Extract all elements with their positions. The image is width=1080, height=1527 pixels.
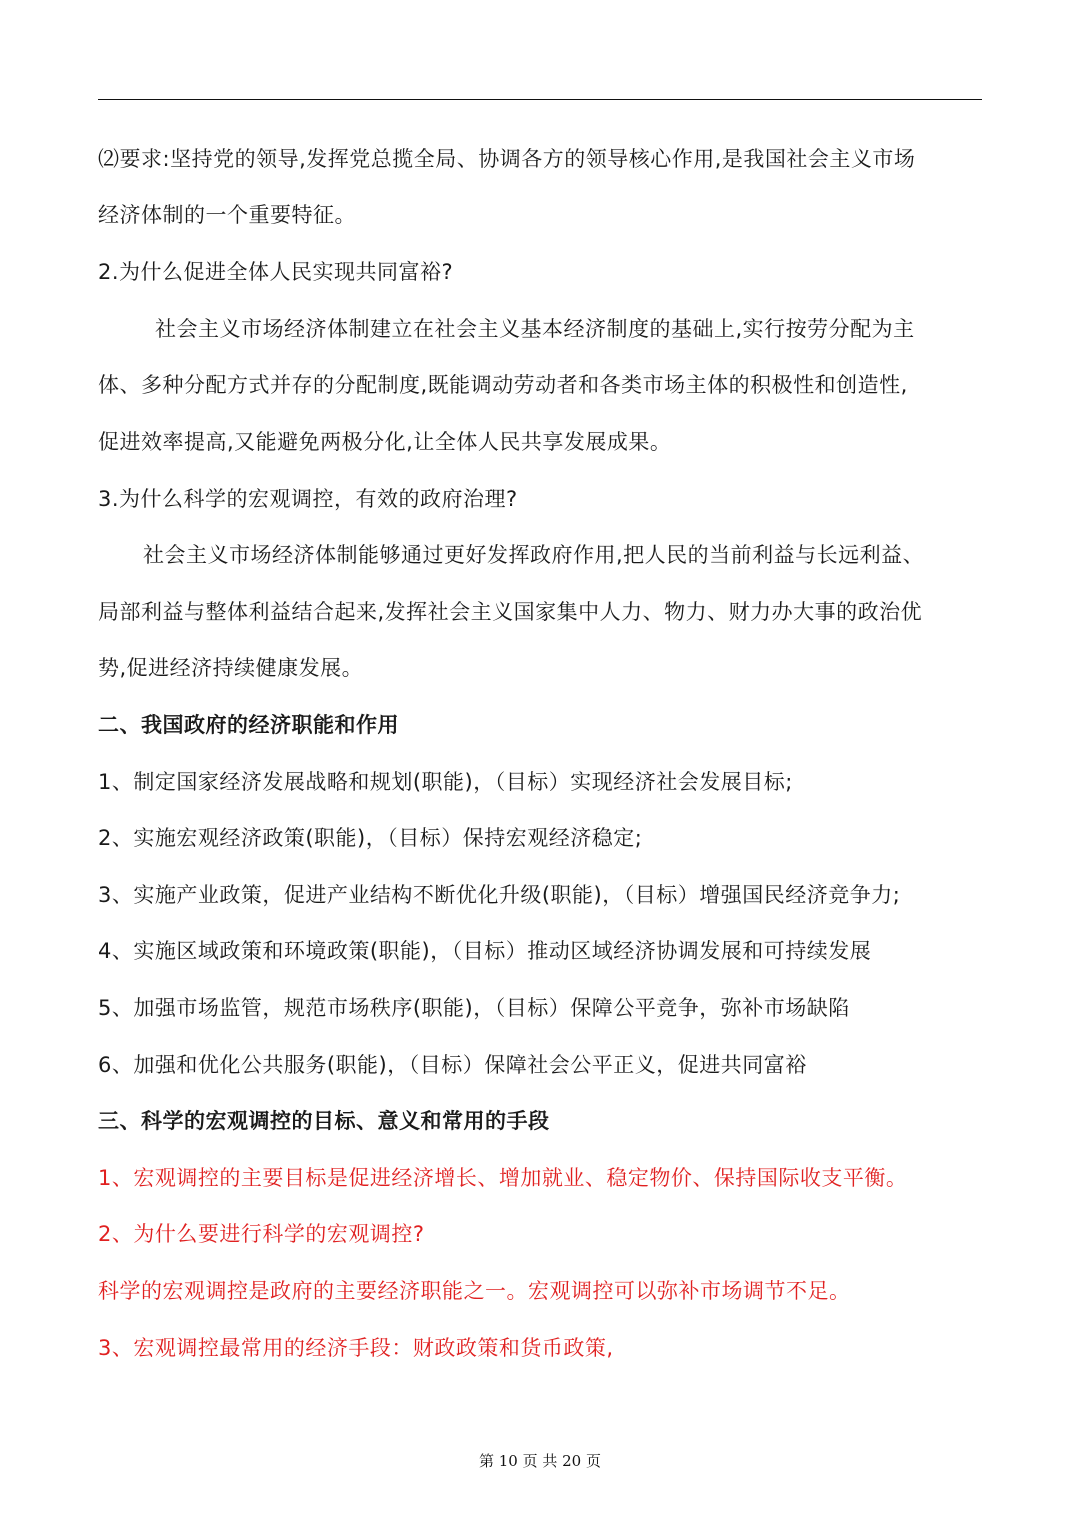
list-item: 6、加强和优化公共服务(职能)，（目标）保障社会公平正义，促进共同富裕 (98, 1053, 807, 1077)
highlight-line: 科学的宏观调控是政府的主要经济职能之一。宏观调控可以弥补市场调节不足。 (98, 1279, 851, 1303)
text-line: 势,促进经济持续健康发展。 (98, 656, 364, 680)
section-heading: 二、我国政府的经济职能和作用 (98, 713, 399, 737)
header-rule (98, 99, 982, 100)
list-item: 3、实施产业政策，促进产业结构不断优化升级(职能)，（目标）增强国民经济竞争力; (98, 883, 901, 907)
text-line: 局部利益与整体利益结合起来,发挥社会主义国家集中人力、物力、财力办大事的政治优 (98, 600, 923, 624)
text-line: 经济体制的一个重要特征。 (98, 203, 356, 227)
text-line: 体、多种分配方式并存的分配制度,既能调动劳动者和各类市场主体的积极性和创造性, (98, 373, 908, 397)
highlight-line: 3、宏观调控最常用的经济手段：财政政策和货币政策, (98, 1336, 614, 1360)
text-line: ⑵要求:坚持党的领导,发挥党总揽全局、协调各方的领导核心作用,是我国社会主义市场 (98, 147, 916, 171)
highlight-line: 2、为什么要进行科学的宏观调控? (98, 1222, 425, 1246)
text-line: 促进效率提高,又能避免两极分化,让全体人民共享发展成果。 (98, 430, 672, 454)
list-item: 2、实施宏观经济政策(职能)，（目标）保持宏观经济稳定; (98, 826, 643, 850)
highlight-line: 1、宏观调控的主要目标是促进经济增长、增加就业、稳定物价、保持国际收支平衡。 (98, 1166, 908, 1190)
text-line: 社会主义市场经济体制建立在社会主义基本经济制度的基础上,实行按劳分配为主 (155, 317, 915, 341)
list-item: 1、制定国家经济发展战略和规划(职能)，（目标）实现经济社会发展目标; (98, 770, 793, 794)
question-heading: 3.为什么科学的宏观调控，有效的政府治理? (98, 487, 518, 511)
list-item: 4、实施区域政策和环境政策(职能)，（目标）推动区域经济协调发展和可持续发展 (98, 939, 872, 963)
section-heading: 三、科学的宏观调控的目标、意义和常用的手段 (98, 1109, 550, 1133)
list-item: 5、加强市场监管，规范市场秩序(职能)，（目标）保障公平竞争，弥补市场缺陷 (98, 996, 850, 1020)
question-heading: 2.为什么促进全体人民实现共同富裕? (98, 260, 454, 284)
text-line: 社会主义市场经济体制能够通过更好发挥政府作用,把人民的当前利益与长远利益、 (143, 543, 925, 567)
page-footer: 第 10 页 共 20 页 (478, 1452, 601, 1470)
